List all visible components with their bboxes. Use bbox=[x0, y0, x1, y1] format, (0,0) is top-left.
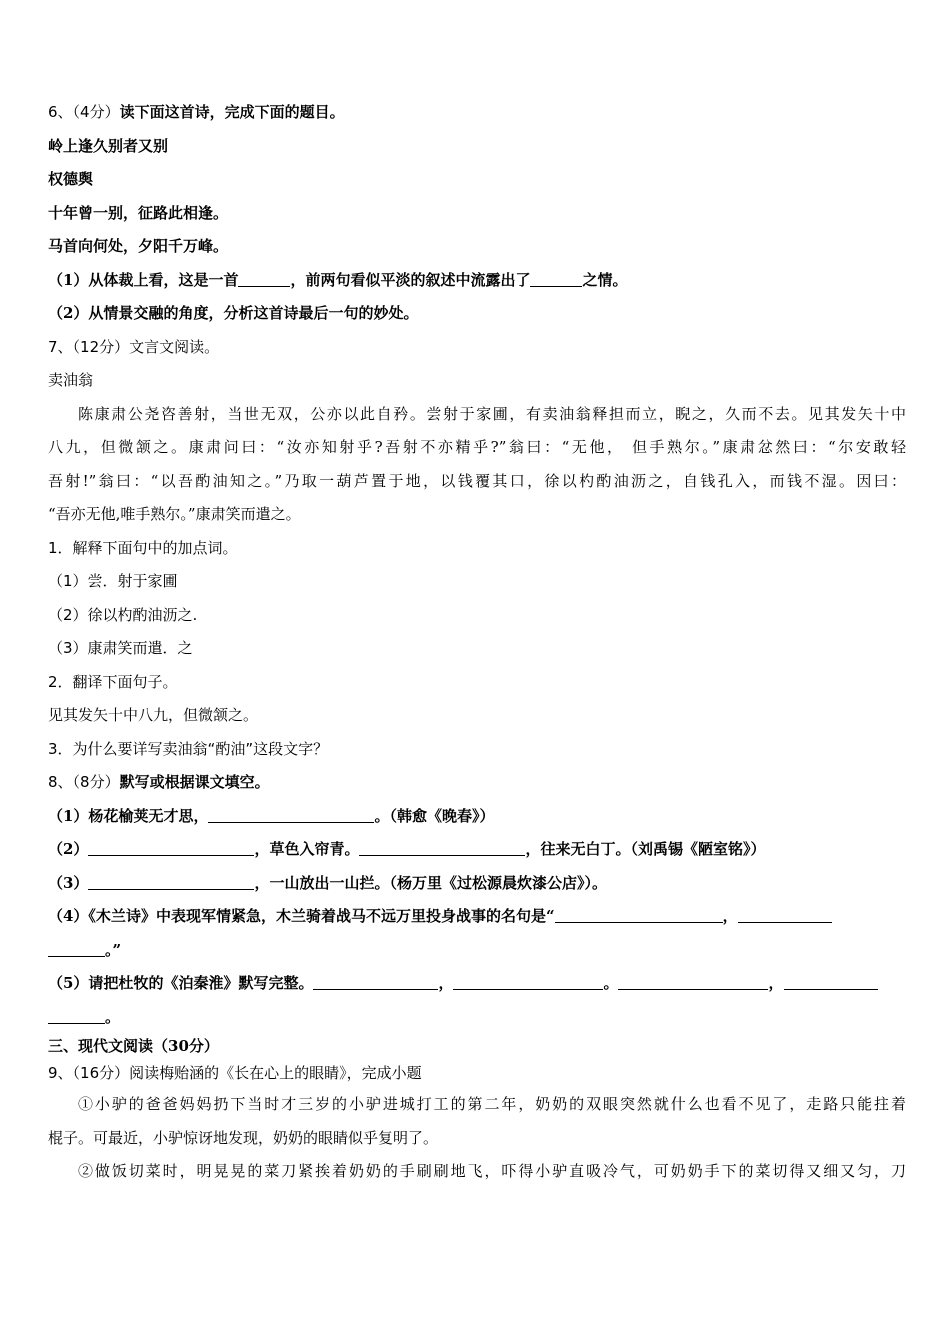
q8-item-1-text-a: （1）杨花榆荚无才思， bbox=[48, 806, 209, 825]
q8-item-2 bbox=[48, 833, 906, 867]
q8-item-5-cont bbox=[48, 1001, 906, 1035]
q8-item-3 bbox=[48, 867, 906, 901]
poem-line-1: 十年曾一别，征路此相逢。 bbox=[48, 203, 229, 222]
passage-title: 卖油翁 bbox=[48, 371, 94, 389]
passage-line-4: “吾亦无他,唯手熟尔。”康肃笑而遣之。 bbox=[48, 505, 301, 523]
q8-item-5-text-d: ， bbox=[768, 974, 784, 992]
q8-item-2-text-a: （2） bbox=[48, 840, 89, 858]
answer-blank[interactable] bbox=[88, 871, 254, 890]
q8-header bbox=[48, 766, 906, 800]
q8-item-3-text-b: ，一山放出一山拦。（杨万里《过松源晨炊漆公店》）。 bbox=[254, 873, 607, 892]
q8-item-4 bbox=[48, 900, 906, 934]
q8-item-2-text-c: ，往来无白丁。（刘禹锡《陋室铭》） bbox=[525, 840, 766, 858]
q6-instruction: 读下面这首诗，完成下面的题目。 bbox=[119, 103, 345, 121]
section-3-title: 三、现代文阅读（30分） bbox=[48, 1037, 219, 1055]
q6-sub-1-text-b: ，前两句看似平淡的叙述中流露出了 bbox=[290, 270, 531, 289]
q8-number: 8、（8分） bbox=[48, 773, 120, 791]
q8-item-2-text-b: ，草色入帘青。 bbox=[254, 840, 360, 858]
q8-item-5 bbox=[48, 967, 906, 1001]
q7-task-1-b: （2）徐以杓酌油沥之. bbox=[48, 605, 198, 624]
answer-blank[interactable] bbox=[48, 938, 105, 957]
q8-item-5-text-a: （5）请把杜牧的《泊秦淮》默写完整。 bbox=[48, 974, 314, 992]
q8-item-4-cont bbox=[48, 934, 906, 968]
passage-line-3: 吾射!”翁曰：“以吾酌油知之。”乃取一葫芦置于地，以钱覆其口，徐以杓酌油沥之，自钱孔入，而钱不湿。因曰： bbox=[48, 471, 906, 490]
poem-title: 岭上逢久别者又别 bbox=[48, 136, 169, 155]
q8-item-4-text-a: （4）《木兰诗》中表现军情紧急，木兰骑着战马不远万里投身战事的名句是“ bbox=[48, 907, 555, 925]
q7-task-1: 1．解释下面句中的加点词。 bbox=[48, 538, 238, 557]
q6-header bbox=[48, 96, 906, 130]
q7-task-1-a: （1）尝．射于家圃 bbox=[48, 572, 178, 590]
q6-sub-1 bbox=[48, 264, 906, 298]
q8-instruction: 默写或根据课文填空。 bbox=[119, 773, 270, 791]
q8-item-1-text-b: 。（韩愈《晚春》） bbox=[374, 806, 495, 825]
answer-blank[interactable] bbox=[359, 837, 525, 856]
q9-para-2-line-1: ②做饭切菜时，明晃晃的菜刀紧挨着奶奶的手刷刷地飞，吓得小驴直吸冷气，可奶奶手下的菜切得又细又匀，刀 bbox=[78, 1162, 906, 1180]
q8-item-5-text-e: 。 bbox=[105, 1007, 121, 1026]
q9-para-1-line-2: 棍子。可最近，小驴惊讶地发现，奶奶的眼睛似乎复明了。 bbox=[48, 1128, 439, 1147]
passage-line-1: 陈康肃公尧咨善射，当世无双，公亦以此自矜。尝射于家圃，有卖油翁释担而立，睨之，久而不去。见其发矢十中 bbox=[78, 404, 906, 423]
answer-blank[interactable] bbox=[208, 804, 374, 823]
answer-blank[interactable] bbox=[313, 971, 438, 990]
q7-task-3: 3．为什么要详写卖油翁“酌油”这段文字？ bbox=[48, 739, 329, 758]
q9-header: 9、（16分）阅读梅贻涵的《长在心上的眼睛》，完成小题 bbox=[48, 1064, 422, 1082]
q7-task-2-sentence: 见其发矢十中八九，但微颔之。 bbox=[48, 706, 259, 724]
answer-blank[interactable] bbox=[618, 971, 768, 990]
q9-para-1-line-1: ①小驴的爸爸妈妈扔下当时才三岁的小驴进城打工的第二年，奶奶的双眼突然就什么也看不见了，走路只能拄着 bbox=[78, 1095, 906, 1113]
answer-blank[interactable] bbox=[453, 971, 603, 990]
answer-blank[interactable] bbox=[555, 904, 723, 923]
q6-sub-1-text-c: 之情。 bbox=[582, 270, 628, 289]
answer-blank[interactable] bbox=[48, 1005, 105, 1024]
poem-line-2: 马首向何处，夕阳千万峰。 bbox=[48, 237, 229, 255]
answer-blank[interactable] bbox=[530, 268, 582, 287]
passage-line-2: 八九，但微颔之。康肃问曰：“汝亦知射乎?吾射不亦精乎?”翁曰：“无他， 但手熟尔。”康肃忿然曰：“尔安敢轻 bbox=[48, 438, 906, 456]
q8-item-3-text-a: （3） bbox=[48, 873, 89, 892]
q6-number: 6、（4分） bbox=[48, 103, 120, 121]
q8-item-1 bbox=[48, 800, 906, 834]
q8-item-5-text-b: ， bbox=[438, 974, 454, 992]
q7-task-1-c: （3）康肃笑而遣．之 bbox=[48, 639, 193, 657]
q6-sub-1-text-a: （1）从体裁上看，这是一首 bbox=[48, 270, 239, 289]
answer-blank[interactable] bbox=[88, 837, 254, 856]
document-page bbox=[48, 96, 906, 1189]
q6-sub-2: （2）从情景交融的角度，分析这首诗最后一句的妙处。 bbox=[48, 304, 419, 322]
answer-blank[interactable] bbox=[784, 971, 878, 990]
q8-item-4-text-c: 。” bbox=[105, 940, 122, 959]
poem-author: 权德舆 bbox=[48, 170, 94, 188]
q8-item-5-text-c: 。 bbox=[603, 974, 619, 992]
q7-header: 7、（12分）文言文阅读。 bbox=[48, 337, 220, 356]
answer-blank[interactable] bbox=[738, 904, 832, 923]
answer-blank[interactable] bbox=[238, 268, 290, 287]
q8-item-4-text-b: ， bbox=[722, 907, 738, 925]
q7-task-2: 2．翻译下面句子。 bbox=[48, 672, 178, 691]
